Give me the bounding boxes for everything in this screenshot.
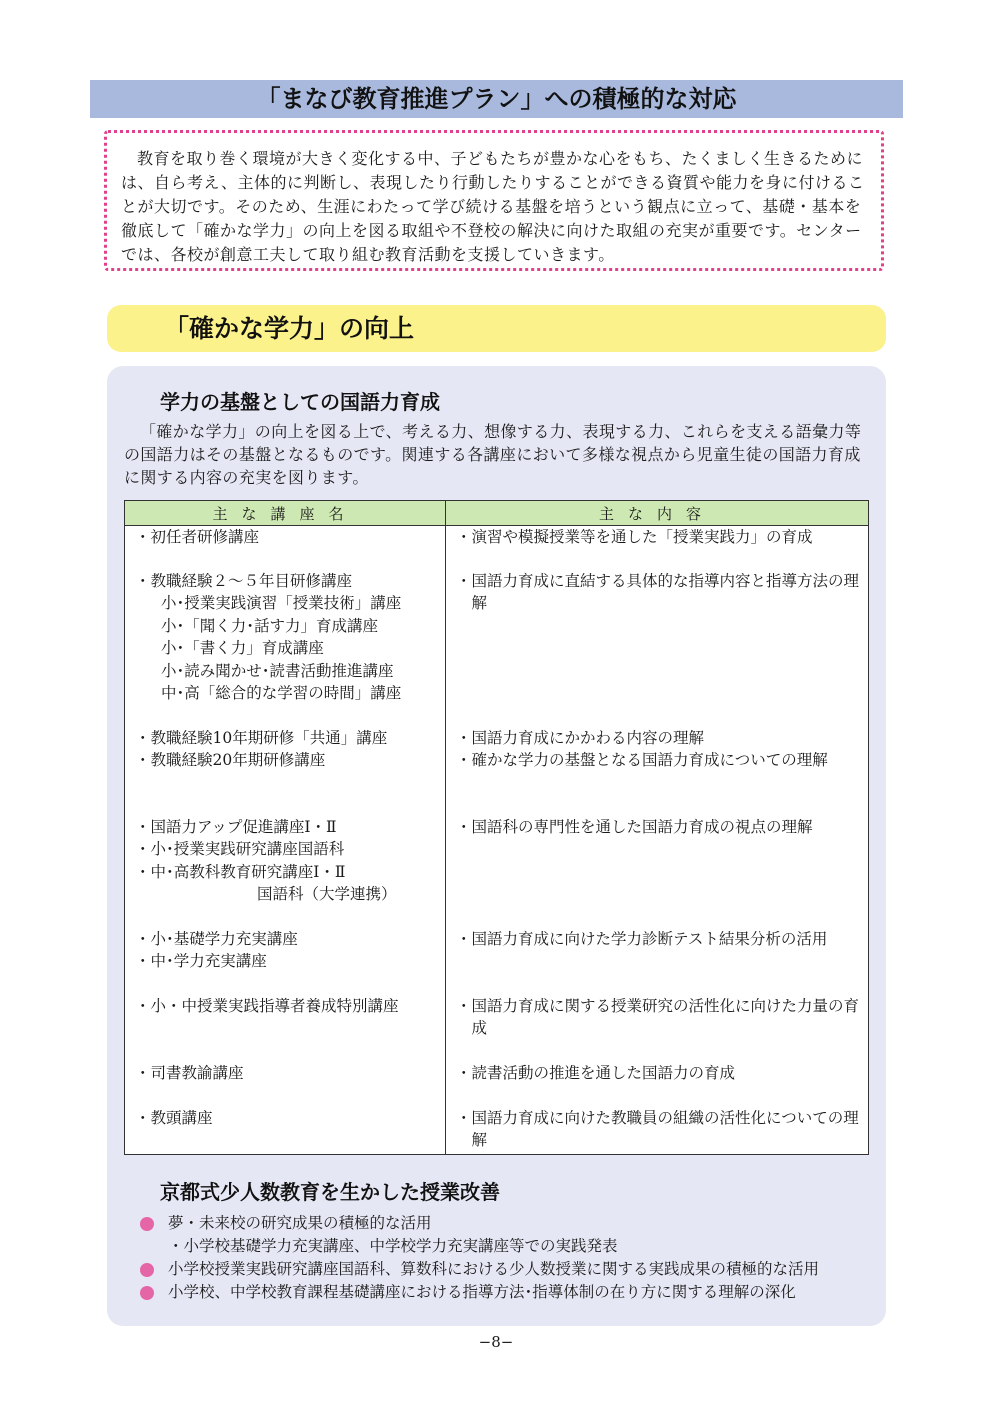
- table-header-row: [125, 501, 869, 526]
- courses-cell: [125, 928, 446, 995]
- table-row: [125, 995, 869, 1062]
- list-item-text: 小学校授業実践研究講座国語科、算数科における少人数授業に関する実践成果の積極的な活用: [168, 1260, 820, 1278]
- contents-cell: [446, 526, 869, 570]
- course-item: ・教職経験10年期研修「共通」講座: [135, 728, 388, 747]
- course-item: 中･高「総合的な学習の時間」講座: [161, 684, 402, 702]
- course-item: ・司書教諭講座: [135, 1063, 244, 1082]
- course-item: ・小・中授業実践指導者養成特別講座: [135, 996, 399, 1015]
- list-item: [140, 1235, 880, 1258]
- course-item: ・小･授業実践研究講座国語科: [135, 840, 345, 858]
- courses-cell: [125, 526, 446, 570]
- content-item: ・国語力育成に直結する具体的な指導内容と指導方法の理解: [456, 571, 860, 612]
- contents-cell: [446, 727, 869, 816]
- bullet-dot-icon: [140, 1286, 154, 1300]
- courses-cell: [125, 1107, 446, 1155]
- list-item-text: ・小学校基礎学力充実講座、中学校学力充実講座等での実践発表: [168, 1237, 618, 1255]
- course-item: ・国語力アップ促進講座Ⅰ・Ⅱ: [135, 817, 337, 836]
- courses-cell: [125, 570, 446, 727]
- course-item: ・教頭講座: [135, 1108, 213, 1127]
- contents-cell: [446, 1062, 869, 1107]
- course-item: 小･授業実践演習「授業技術」講座: [161, 594, 402, 612]
- table-row: [125, 1062, 869, 1107]
- col-header-courses: 主な講座名: [125, 501, 446, 526]
- contents-cell: [446, 816, 869, 928]
- list-item: [140, 1281, 880, 1304]
- courses-cell: [125, 1062, 446, 1107]
- course-table: [124, 500, 869, 1155]
- table-row: [125, 570, 869, 727]
- content-item: ・演習や模擬授業等を通した「授業実践力」の育成: [456, 528, 813, 546]
- subsection-heading-kyoto: 京都式少人数教育を生かした授業改善: [160, 1180, 500, 1204]
- subsection-lead: [124, 420, 872, 489]
- courses-cell: [125, 816, 446, 928]
- contents-cell: [446, 928, 869, 995]
- table-row: [125, 727, 869, 816]
- list-item-text: 小学校、中学校教育課程基礎講座における指導方法･指導体制の在り方に関する理解の深化: [168, 1283, 796, 1301]
- intro-text: 教育を取り巻く環境が大きく変化する中、子どもたちが豊かな心をもち、たくましく生きるためには、自ら考え、主体的に判断し、表現したり行動したりすることができる資質や能力を身に付けることが大切です。そのため、生涯にわたって学び続ける基盤を培うという観点に立って、基礎・基本を徹底して「確かな学力」の向上を図る取組や不登校の解決に向けた取組の充実が重要です。センターでは、各校が創意工夫して取り組む教育活動を支援していきます。: [121, 149, 865, 264]
- course-item: ・中･学力充実講座: [135, 952, 267, 970]
- table-row: [125, 928, 869, 995]
- page-title: 「まなび教育推進プラン」への積極的な対応: [90, 80, 903, 118]
- list-item-text: 夢・未来校の研究成果の積極的な活用: [168, 1214, 432, 1232]
- courses-cell: [125, 727, 446, 816]
- course-item: ・小･基礎学力充実講座: [135, 929, 298, 948]
- course-item: ・教職経験２～５年目研修講座: [135, 571, 353, 590]
- table-row: [125, 1107, 869, 1155]
- page-number: −8−: [478, 1333, 514, 1351]
- contents-cell: [446, 570, 869, 727]
- course-item: 小･読み聞かせ･読書活動推進講座: [161, 661, 394, 680]
- content-item: ・国語力育成に向けた学力診断テスト結果分析の活用: [456, 929, 828, 948]
- list-item: [140, 1212, 880, 1235]
- course-item: ・教職経験20年期研修講座: [135, 751, 326, 769]
- content-item: ・国語力育成に向けた教職員の組織の活性化についての理解: [456, 1108, 859, 1149]
- col-header-contents: 主な内容: [446, 501, 869, 526]
- contents-cell: [446, 995, 869, 1062]
- course-item: ・中･高教科教育研究講座Ⅰ・Ⅱ: [135, 862, 346, 881]
- bullet-dot-icon: [140, 1217, 154, 1231]
- course-item: 小･「書く力」育成講座: [161, 639, 324, 657]
- table-row: [125, 816, 869, 928]
- content-item: ・国語力育成にかかわる内容の理解: [456, 728, 705, 747]
- subsection-heading-kokugo: 学力の基盤としての国語力育成: [160, 390, 440, 414]
- lead-text: 「確かな学力」の向上を図る上で、考える力、想像する力、表現する力、これらを支える語彙力等の国語力はその基盤となるものです。関連する各講座において多様な視点から児童生徒の国語力育成に関する内容の充実を図ります。: [124, 422, 862, 487]
- content-item: ・国語力育成に関する授業研究の活性化に向けた力量の育成: [456, 996, 860, 1037]
- content-item: ・国語科の専門性を通した国語力育成の視点の理解: [456, 817, 813, 836]
- bullet-list: [140, 1212, 880, 1304]
- section-title: 「確かな学力」の向上: [107, 305, 886, 352]
- intro-box: [104, 130, 884, 271]
- contents-cell: [446, 1107, 869, 1155]
- content-item: ・確かな学力の基盤となる国語力育成についての理解: [456, 751, 828, 769]
- course-item: 小･「聞く力･話す力」育成講座: [161, 616, 379, 635]
- bullet-dot-icon: [140, 1263, 154, 1277]
- table-row: [125, 526, 869, 570]
- list-item: [140, 1258, 880, 1281]
- courses-cell: [125, 995, 446, 1062]
- course-item: 国語科（大学連携）: [257, 885, 397, 903]
- content-item: ・読書活動の推進を通した国語力の育成: [456, 1063, 736, 1082]
- course-item: ・初任者研修講座: [135, 528, 260, 546]
